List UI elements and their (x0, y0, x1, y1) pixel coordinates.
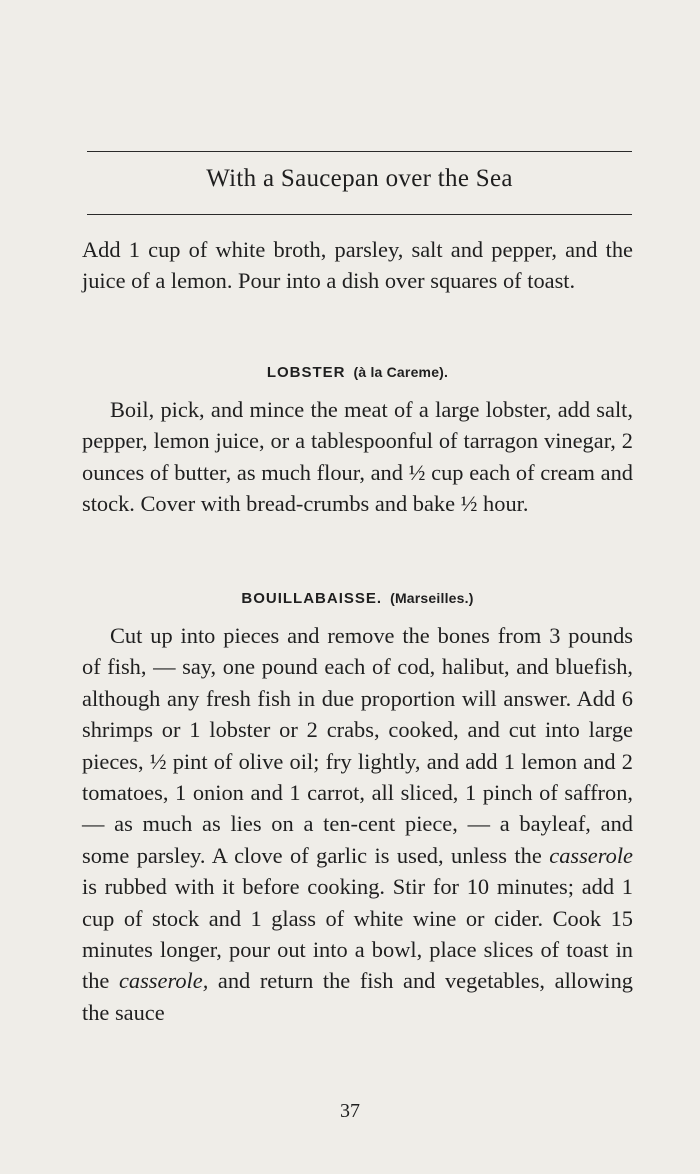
recipe-title: BOUILLABAISSE. (241, 590, 383, 607)
recipe-body-bouillabaisse (82, 620, 633, 1028)
opening-paragraph-block (82, 234, 633, 297)
recipe-body-lobster (82, 394, 633, 520)
recipe-title: LOBSTER (266, 364, 346, 381)
recipe-paragraph (82, 620, 633, 1028)
recipe-text-part: Cut up into pieces and remove the bones from 3 pounds of fish, — say, one pound each of cod, halibut, and bluefish, although any fresh fish in due proportion will answer. Add 6 shrimps or 1 lobster or 2 crabs, cooked, and cut into large pieces, ½ pint of olive oil; fry lightly, and add 1 lemon and 2 tomatoes, 1 onion and 1 carrot, all sliced, 1 pinch of saffron, — as much as lies on a ten-cent piece, — a bayleaf, and some parsley. A clove of garlic is used, unless the (82, 623, 633, 868)
italic-term: casserole, (118, 968, 209, 994)
recipe-paragraph: Boil, pick, and mince the meat of a large lobster, add salt, pepper, lemon juice, or a tablespoonful of tarragon vinegar, 2 ounces of butter, as much flour, and ½ cup each of cream and stock. Cover with bread-crumbs and bake ½ hour. (82, 397, 633, 517)
page-number: 37 (340, 1100, 360, 1122)
italic-term: casserole (549, 842, 633, 868)
recipe-subtitle: (Marseilles.) (390, 590, 474, 606)
header-rule (87, 214, 632, 215)
recipe-text-part: and return the fish and vegetables, allowing the sauce (82, 968, 633, 1025)
top-rule (87, 151, 632, 152)
recipe-heading-bouillabaisse (82, 590, 633, 607)
recipe-subtitle: (à la Careme). (353, 364, 449, 380)
opening-paragraph: Add 1 cup of white broth, parsley, salt and pepper, and the juice of a lemon. Pour into a dish over squares of toast. (82, 237, 633, 294)
recipe-heading-lobster (82, 364, 633, 381)
running-head: With a Saucepan over the Sea (206, 165, 513, 192)
recipe-text-part: is rubbed with it before cooking. Stir for 10 minutes; add 1 cup of stock and 1 glass of white wine or cider. Cook 15 minutes longer, pour out into a bowl, place slices of toast in the (82, 874, 633, 994)
